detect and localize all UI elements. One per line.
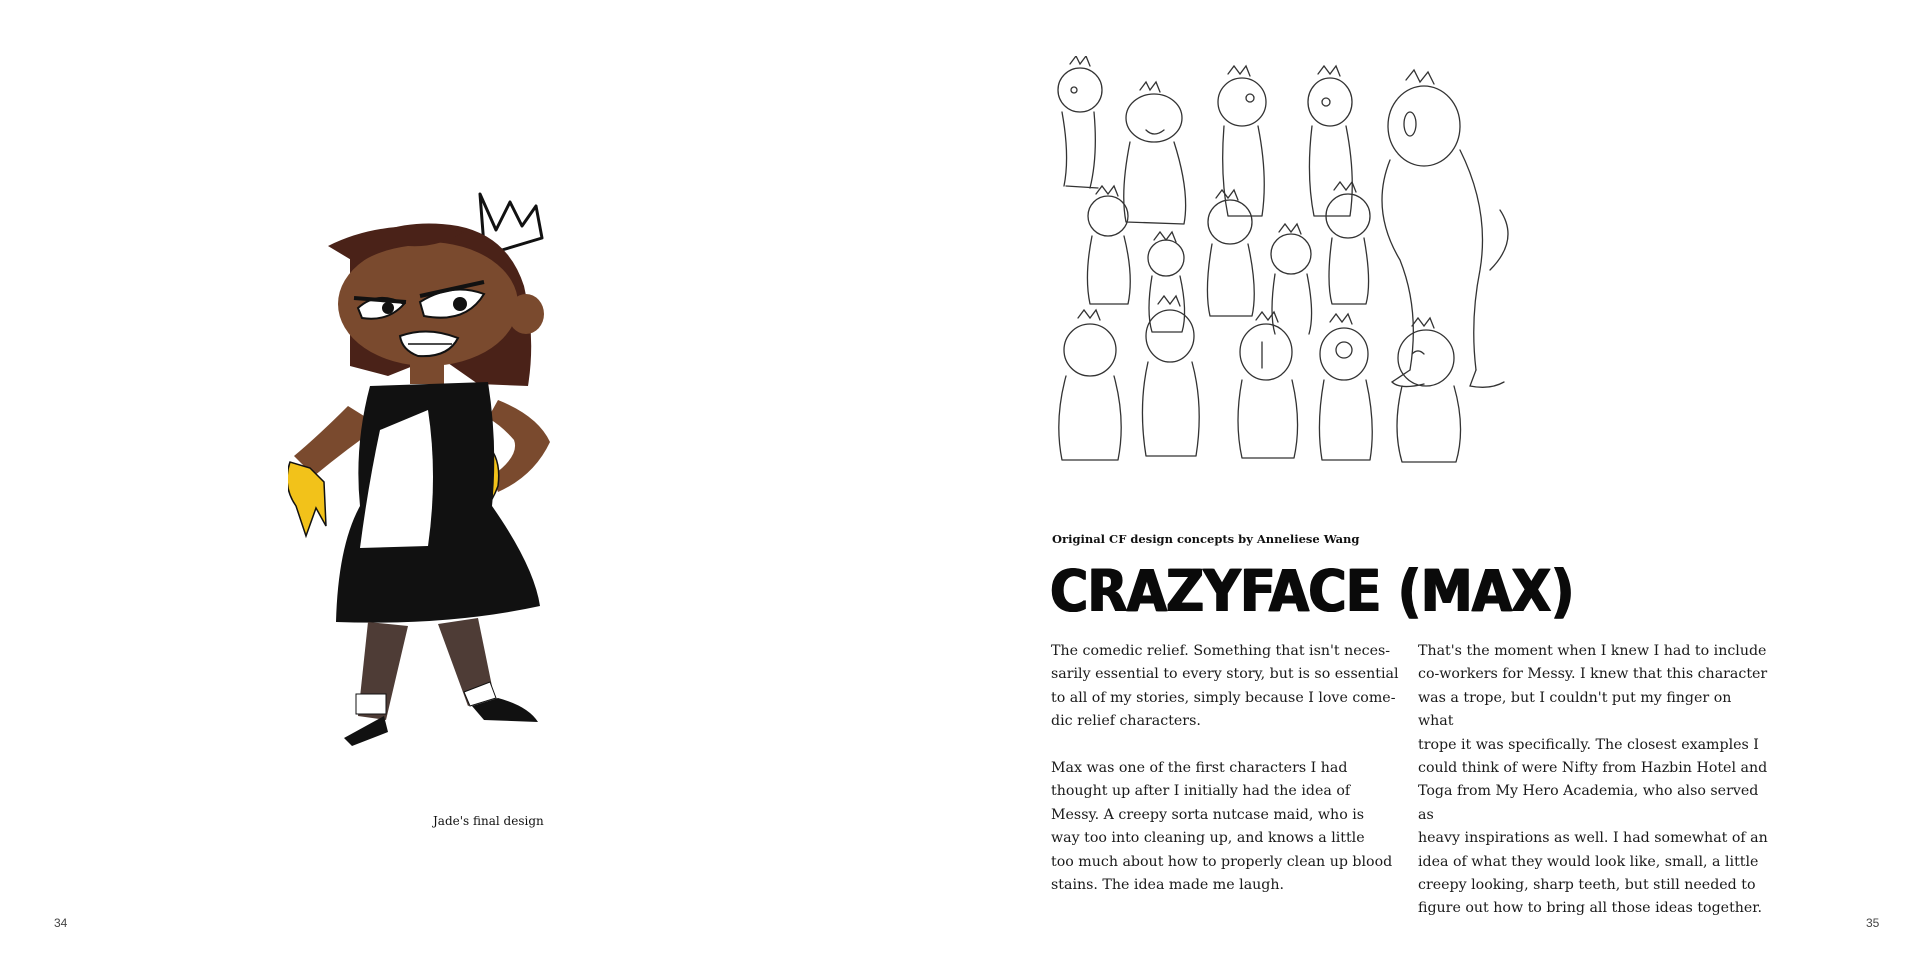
body-column-right <box>1418 640 1770 921</box>
page-number-right: 35 <box>1866 916 1880 930</box>
paragraph: The comedic relief. Something that isn't neces- sarily essential to every story, but is so essential to all of my stories, simply because I love come- dic relief characters. <box>1051 643 1399 730</box>
sketch-figure-large <box>1382 70 1508 387</box>
paragraph: That's the moment when I knew I had to include co-workers for Messy. I knew that this character was a trope, but I couldn't put my finger on what trope it was specifically. The closest examples I could think of were Nifty from Hazbin Hotel and Toga from My Hero Academia, who also served as heavy inspirations as well. I had somewhat of an idea of what they would look like, small, a little creepy looking, sharp teeth, but still needed to figure out how to bring all those ideas together. <box>1418 643 1768 917</box>
sketch-figure <box>1326 182 1370 304</box>
sketch-caption: Original CF design concepts by Anneliese Wang <box>1052 532 1360 546</box>
sketch-figure <box>1142 296 1199 456</box>
sketch-figure <box>1238 312 1298 458</box>
section-title: CRAZYFACE (MAX) <box>1050 557 1574 625</box>
body-column-left <box>1051 640 1403 897</box>
sketch-figure <box>1124 82 1186 224</box>
paragraph: Max was one of the first characters I had thought up after I initially had the idea of Messy. A creepy sorta nutcase maid, who is way too into cleaning up, and knows a little too much about how to properly clean up blood stains. The idea made me laugh. <box>1051 760 1393 894</box>
sketch-figure <box>1087 186 1130 304</box>
sketch-figure <box>1058 56 1102 188</box>
sketch-figure <box>1319 314 1372 460</box>
jade-design-caption: Jade's final design <box>433 814 544 828</box>
sketch-figure <box>1207 190 1254 316</box>
page-number-left: 34 <box>54 916 68 930</box>
sketch-figure <box>1397 318 1461 462</box>
concept-sketch-sheet <box>1050 56 1560 522</box>
sketch-figure <box>1059 310 1121 460</box>
jade-character-illustration <box>288 186 608 746</box>
sketch-figure <box>1271 224 1312 334</box>
